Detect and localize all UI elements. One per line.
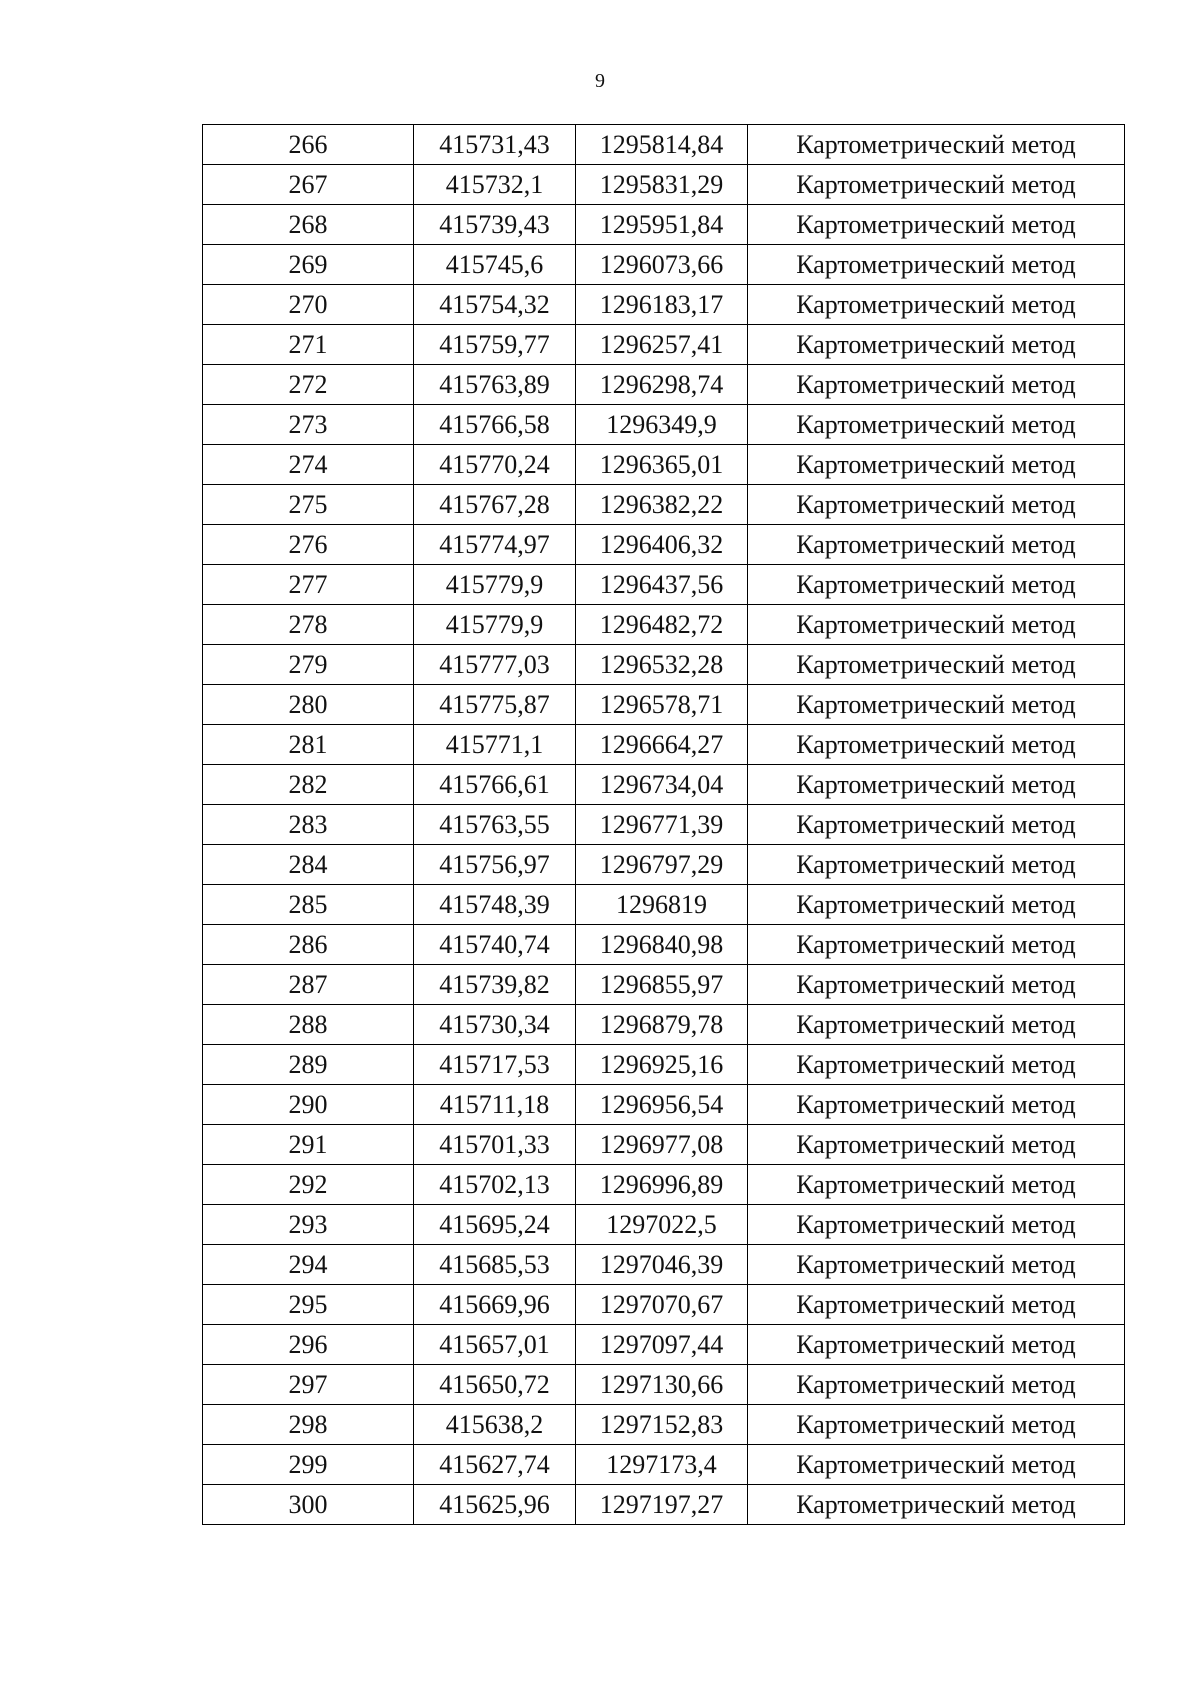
point-number-cell: 272 [203, 365, 414, 405]
point-number-cell: 267 [203, 165, 414, 205]
method-cell: Картометрический метод [748, 885, 1125, 925]
table-row [203, 1245, 1125, 1285]
method-cell: Картометрический метод [748, 565, 1125, 605]
coordinates-table [202, 124, 1125, 1525]
point-number-cell: 284 [203, 845, 414, 885]
x-coordinate-cell: 415767,28 [414, 485, 576, 525]
x-coordinate-cell: 415669,96 [414, 1285, 576, 1325]
point-number-cell: 293 [203, 1205, 414, 1245]
method-cell: Картометрический метод [748, 445, 1125, 485]
y-coordinate-cell: 1296257,41 [576, 325, 748, 365]
table-row [203, 925, 1125, 965]
method-cell: Картометрический метод [748, 645, 1125, 685]
point-number-cell: 274 [203, 445, 414, 485]
table-row [203, 965, 1125, 1005]
point-number-cell: 295 [203, 1285, 414, 1325]
point-number-cell: 273 [203, 405, 414, 445]
table-row [203, 485, 1125, 525]
x-coordinate-cell: 415766,61 [414, 765, 576, 805]
point-number-cell: 291 [203, 1125, 414, 1165]
method-cell: Картометрический метод [748, 1125, 1125, 1165]
x-coordinate-cell: 415756,97 [414, 845, 576, 885]
table-row [203, 125, 1125, 165]
point-number-cell: 278 [203, 605, 414, 645]
table-row [203, 365, 1125, 405]
point-number-cell: 269 [203, 245, 414, 285]
x-coordinate-cell: 415739,43 [414, 205, 576, 245]
point-number-cell: 282 [203, 765, 414, 805]
point-number-cell: 296 [203, 1325, 414, 1365]
method-cell: Картометрический метод [748, 925, 1125, 965]
method-cell: Картометрический метод [748, 725, 1125, 765]
table-row [203, 405, 1125, 445]
point-number-cell: 294 [203, 1245, 414, 1285]
method-cell: Картометрический метод [748, 365, 1125, 405]
method-cell: Картометрический метод [748, 685, 1125, 725]
point-number-cell: 275 [203, 485, 414, 525]
y-coordinate-cell: 1296365,01 [576, 445, 748, 485]
table-row [203, 1405, 1125, 1445]
point-number-cell: 299 [203, 1445, 414, 1485]
method-cell: Картометрический метод [748, 1205, 1125, 1245]
x-coordinate-cell: 415777,03 [414, 645, 576, 685]
y-coordinate-cell: 1296349,9 [576, 405, 748, 445]
point-number-cell: 286 [203, 925, 414, 965]
y-coordinate-cell: 1296382,22 [576, 485, 748, 525]
method-cell: Картометрический метод [748, 1325, 1125, 1365]
point-number-cell: 288 [203, 1005, 414, 1045]
table-row [203, 685, 1125, 725]
y-coordinate-cell: 1296879,78 [576, 1005, 748, 1045]
y-coordinate-cell: 1296819 [576, 885, 748, 925]
method-cell: Картометрический метод [748, 1405, 1125, 1445]
y-coordinate-cell: 1296771,39 [576, 805, 748, 845]
point-number-cell: 270 [203, 285, 414, 325]
x-coordinate-cell: 415717,53 [414, 1045, 576, 1085]
table-row [203, 605, 1125, 645]
method-cell: Картометрический метод [748, 805, 1125, 845]
x-coordinate-cell: 415702,13 [414, 1165, 576, 1205]
y-coordinate-cell: 1296797,29 [576, 845, 748, 885]
y-coordinate-cell: 1296482,72 [576, 605, 748, 645]
point-number-cell: 266 [203, 125, 414, 165]
table-row [203, 1005, 1125, 1045]
x-coordinate-cell: 415754,32 [414, 285, 576, 325]
point-number-cell: 298 [203, 1405, 414, 1445]
point-number-cell: 277 [203, 565, 414, 605]
table-row [203, 645, 1125, 685]
y-coordinate-cell: 1295951,84 [576, 205, 748, 245]
x-coordinate-cell: 415779,9 [414, 565, 576, 605]
x-coordinate-cell: 415638,2 [414, 1405, 576, 1445]
table-row [203, 885, 1125, 925]
method-cell: Картометрический метод [748, 325, 1125, 365]
table-row [203, 1165, 1125, 1205]
table-row [203, 1285, 1125, 1325]
table-row [203, 1485, 1125, 1525]
y-coordinate-cell: 1297152,83 [576, 1405, 748, 1445]
x-coordinate-cell: 415770,24 [414, 445, 576, 485]
page-number: 9 [595, 70, 605, 92]
table-row [203, 285, 1125, 325]
x-coordinate-cell: 415759,77 [414, 325, 576, 365]
method-cell: Картометрический метод [748, 845, 1125, 885]
method-cell: Картометрический метод [748, 965, 1125, 1005]
y-coordinate-cell: 1297022,5 [576, 1205, 748, 1245]
table-row [203, 1445, 1125, 1485]
point-number-cell: 268 [203, 205, 414, 245]
x-coordinate-cell: 415625,96 [414, 1485, 576, 1525]
table-row [203, 1365, 1125, 1405]
table-row [203, 445, 1125, 485]
x-coordinate-cell: 415685,53 [414, 1245, 576, 1285]
x-coordinate-cell: 415766,58 [414, 405, 576, 445]
x-coordinate-cell: 415748,39 [414, 885, 576, 925]
x-coordinate-cell: 415711,18 [414, 1085, 576, 1125]
method-cell: Картометрический метод [748, 1165, 1125, 1205]
x-coordinate-cell: 415779,9 [414, 605, 576, 645]
y-coordinate-cell: 1297173,4 [576, 1445, 748, 1485]
y-coordinate-cell: 1296996,89 [576, 1165, 748, 1205]
y-coordinate-cell: 1296437,56 [576, 565, 748, 605]
y-coordinate-cell: 1296298,74 [576, 365, 748, 405]
x-coordinate-cell: 415763,55 [414, 805, 576, 845]
method-cell: Картометрический метод [748, 1045, 1125, 1085]
method-cell: Картометрический метод [748, 165, 1125, 205]
y-coordinate-cell: 1296532,28 [576, 645, 748, 685]
method-cell: Картометрический метод [748, 1245, 1125, 1285]
table-row [203, 1205, 1125, 1245]
point-number-cell: 279 [203, 645, 414, 685]
point-number-cell: 283 [203, 805, 414, 845]
y-coordinate-cell: 1296406,32 [576, 525, 748, 565]
method-cell: Картометрический метод [748, 125, 1125, 165]
point-number-cell: 287 [203, 965, 414, 1005]
table-row [203, 725, 1125, 765]
y-coordinate-cell: 1296734,04 [576, 765, 748, 805]
method-cell: Картометрический метод [748, 485, 1125, 525]
x-coordinate-cell: 415657,01 [414, 1325, 576, 1365]
x-coordinate-cell: 415695,24 [414, 1205, 576, 1245]
point-number-cell: 276 [203, 525, 414, 565]
point-number-cell: 281 [203, 725, 414, 765]
point-number-cell: 271 [203, 325, 414, 365]
y-coordinate-cell: 1296578,71 [576, 685, 748, 725]
method-cell: Картометрический метод [748, 1445, 1125, 1485]
y-coordinate-cell: 1296956,54 [576, 1085, 748, 1125]
x-coordinate-cell: 415627,74 [414, 1445, 576, 1485]
x-coordinate-cell: 415763,89 [414, 365, 576, 405]
x-coordinate-cell: 415745,6 [414, 245, 576, 285]
table-row [203, 325, 1125, 365]
method-cell: Картометрический метод [748, 405, 1125, 445]
table-row [203, 525, 1125, 565]
method-cell: Картометрический метод [748, 765, 1125, 805]
method-cell: Картометрический метод [748, 245, 1125, 285]
point-number-cell: 285 [203, 885, 414, 925]
y-coordinate-cell: 1296183,17 [576, 285, 748, 325]
y-coordinate-cell: 1297130,66 [576, 1365, 748, 1405]
y-coordinate-cell: 1297097,44 [576, 1325, 748, 1365]
table-row [203, 165, 1125, 205]
x-coordinate-cell: 415701,33 [414, 1125, 576, 1165]
y-coordinate-cell: 1296073,66 [576, 245, 748, 285]
x-coordinate-cell: 415650,72 [414, 1365, 576, 1405]
y-coordinate-cell: 1297070,67 [576, 1285, 748, 1325]
table-row [203, 1085, 1125, 1125]
y-coordinate-cell: 1295814,84 [576, 125, 748, 165]
coordinates-table-body [203, 125, 1125, 1525]
point-number-cell: 290 [203, 1085, 414, 1125]
method-cell: Картометрический метод [748, 1005, 1125, 1045]
table-row [203, 245, 1125, 285]
y-coordinate-cell: 1297197,27 [576, 1485, 748, 1525]
x-coordinate-cell: 415739,82 [414, 965, 576, 1005]
table-row [203, 805, 1125, 845]
table-row [203, 1045, 1125, 1085]
method-cell: Картометрический метод [748, 1085, 1125, 1125]
y-coordinate-cell: 1295831,29 [576, 165, 748, 205]
y-coordinate-cell: 1296925,16 [576, 1045, 748, 1085]
method-cell: Картометрический метод [748, 1285, 1125, 1325]
x-coordinate-cell: 415775,87 [414, 685, 576, 725]
x-coordinate-cell: 415774,97 [414, 525, 576, 565]
table-row [203, 1125, 1125, 1165]
x-coordinate-cell: 415731,43 [414, 125, 576, 165]
x-coordinate-cell: 415771,1 [414, 725, 576, 765]
y-coordinate-cell: 1296664,27 [576, 725, 748, 765]
y-coordinate-cell: 1296855,97 [576, 965, 748, 1005]
y-coordinate-cell: 1296840,98 [576, 925, 748, 965]
method-cell: Картометрический метод [748, 205, 1125, 245]
x-coordinate-cell: 415730,34 [414, 1005, 576, 1045]
point-number-cell: 300 [203, 1485, 414, 1525]
point-number-cell: 289 [203, 1045, 414, 1085]
point-number-cell: 297 [203, 1365, 414, 1405]
table-row [203, 205, 1125, 245]
method-cell: Картометрический метод [748, 285, 1125, 325]
point-number-cell: 280 [203, 685, 414, 725]
method-cell: Картометрический метод [748, 1365, 1125, 1405]
table-row [203, 565, 1125, 605]
method-cell: Картометрический метод [748, 605, 1125, 645]
method-cell: Картометрический метод [748, 1485, 1125, 1525]
table-row [203, 765, 1125, 805]
method-cell: Картометрический метод [748, 525, 1125, 565]
x-coordinate-cell: 415732,1 [414, 165, 576, 205]
y-coordinate-cell: 1297046,39 [576, 1245, 748, 1285]
table-row [203, 1325, 1125, 1365]
point-number-cell: 292 [203, 1165, 414, 1205]
x-coordinate-cell: 415740,74 [414, 925, 576, 965]
table-row [203, 845, 1125, 885]
y-coordinate-cell: 1296977,08 [576, 1125, 748, 1165]
